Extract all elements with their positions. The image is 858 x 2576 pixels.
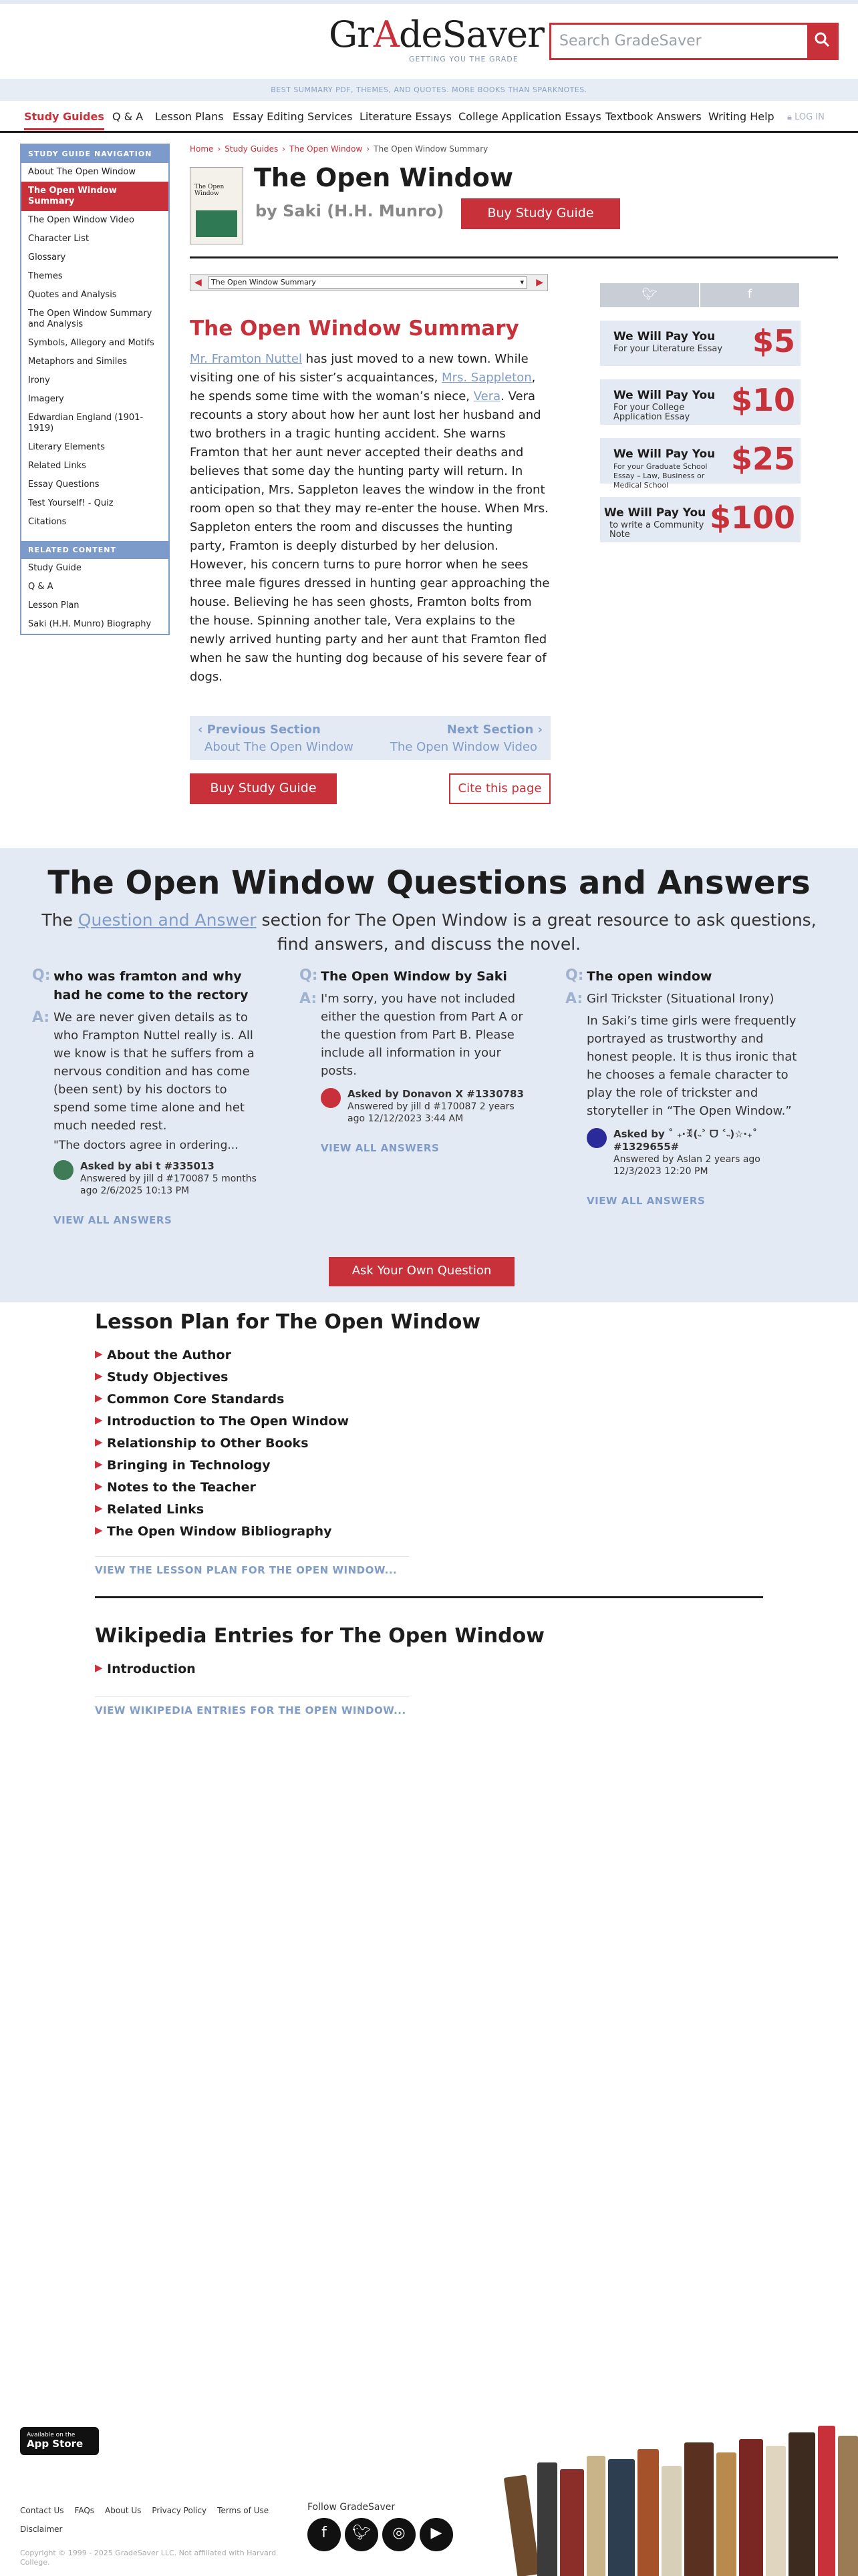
page-title: The Open Window	[254, 163, 513, 192]
sidebar-item[interactable]: Related Links	[28, 461, 86, 471]
gradesaver-logo[interactable]: GrAdeSaver	[329, 13, 544, 55]
question-card	[32, 967, 267, 1226]
sidebar-heading: STUDY GUIDE NAVIGATION	[21, 145, 168, 163]
main-nav	[0, 101, 858, 133]
sidebar-item-active[interactable]: The Open Window Summary	[21, 182, 168, 211]
answer-text-continued: In Saki’s time girls were frequently portrayed as trustworthy and honest people. It is thus ironic that he chooses a female character to play the role of trickster and storyteller in “The Open Window.”	[587, 1014, 797, 1118]
related-item[interactable]: Q & A	[28, 582, 53, 592]
avatar	[53, 1160, 74, 1180]
nav-essay-editing[interactable]: Essay Editing Services	[233, 110, 353, 123]
cite-page-button[interactable]: Cite this page	[449, 773, 551, 804]
answer-text: Girl Trickster (Situational Irony)	[587, 992, 774, 1006]
sidebar-item[interactable]: About The Open Window	[28, 167, 136, 177]
character-link-vera[interactable]: Vera	[473, 389, 501, 403]
ad-graduate-essay[interactable]: We Will Pay You For your Graduate School Essay – Law, Business or Medical School $25	[600, 438, 801, 484]
sidebar-item[interactable]: Character List	[28, 234, 90, 244]
footer-link[interactable]: Disclaimer	[20, 2525, 63, 2534]
footer-link[interactable]: About Us	[105, 2506, 142, 2515]
youtube-icon[interactable]: ▶	[420, 2518, 453, 2551]
facebook-icon[interactable]: f	[307, 2518, 341, 2551]
search-button[interactable]	[807, 25, 837, 58]
character-link-sappleton[interactable]: Mrs. Sappleton	[442, 371, 532, 385]
search-icon	[814, 31, 830, 47]
q-label: Q:	[32, 967, 51, 984]
a-label: A:	[32, 1009, 50, 1026]
footer-links	[20, 2506, 279, 2534]
section-divider	[95, 1596, 763, 1598]
ad-college-essay[interactable]: We Will Pay You For your College Application Essay $10	[600, 379, 801, 425]
lesson-item[interactable]: ▶ Related Links	[95, 1502, 204, 1517]
lesson-item[interactable]: ▶ About the Author	[95, 1348, 231, 1362]
section-navigation	[190, 716, 551, 760]
breadcrumb-current: The Open Window Summary	[374, 144, 488, 154]
nav-textbook-answers[interactable]: Textbook Answers	[605, 110, 702, 123]
instagram-icon[interactable]: ◎	[382, 2518, 416, 2551]
lesson-item[interactable]: ▶ Introduction to The Open Window	[95, 1414, 349, 1429]
footer-link[interactable]: FAQs	[74, 2506, 95, 2515]
footer-link[interactable]: Contact Us	[20, 2506, 64, 2515]
chevron-right-icon: ›	[366, 144, 370, 154]
nav-study-guides[interactable]: Study Guides	[24, 110, 104, 130]
sidebar-item[interactable]: Themes	[28, 271, 63, 281]
search-placeholder: Search GradeSaver	[559, 33, 702, 49]
ad-literature-essay[interactable]: We Will Pay You For your Literature Essay $5	[600, 321, 801, 366]
view-all-answers-link[interactable]: VIEW ALL ANSWERS	[53, 1214, 172, 1226]
chevron-down-icon: ▾	[520, 278, 524, 287]
triangle-right-icon: ▶	[95, 1458, 103, 1470]
study-guide-sidebar	[20, 144, 170, 635]
ask-question-button[interactable]: Ask Your Own Question	[329, 1257, 515, 1286]
asked-by: Asked by ˚ ₊‧ꉂ(˵˃ ᗜ ˂˵)☆‧₊˚ #1329655#	[613, 1128, 758, 1153]
next-arrow-icon[interactable]: ▶	[536, 277, 543, 288]
sidebar-item[interactable]: The Open Window Video	[28, 215, 134, 225]
cover-illustration	[196, 210, 237, 237]
lesson-item[interactable]: ▶ Study Objectives	[95, 1370, 229, 1385]
follow-label: Follow GradeSaver	[307, 2502, 396, 2513]
prev-arrow-icon[interactable]: ◀	[194, 277, 202, 288]
answer-text: We are never given details as to who Frampton Nuttel really is. All we know is that he suffers from a nervous condition and has come (been sent) by his doctors to spend some time alone and het much needed rest.	[53, 1010, 255, 1133]
title-divider	[190, 256, 838, 258]
answer-text: I'm sorry, you have not included either the question from Part A or the question from Part B. Please include all information in your posts.	[321, 992, 523, 1078]
related-item[interactable]: Saki (H.H. Munro) Biography	[28, 619, 152, 629]
view-wikipedia-link[interactable]: VIEW WIKIPEDIA ENTRIES FOR THE OPEN WINDOW...	[95, 1704, 406, 1716]
share-bar	[600, 283, 801, 307]
footer-link[interactable]: Privacy Policy	[152, 2506, 207, 2515]
triangle-right-icon: ▶	[95, 1370, 103, 1382]
previous-section-link[interactable]: ‹ Previous Section	[198, 723, 321, 737]
buy-study-guide-button[interactable]: Buy Study Guide	[461, 198, 620, 229]
sidebar-item[interactable]: Citations	[28, 517, 67, 527]
book-cover[interactable]	[190, 167, 243, 244]
question-card	[565, 967, 801, 1207]
related-item[interactable]: Lesson Plan	[28, 600, 80, 610]
view-lesson-plan-link[interactable]: VIEW THE LESSON PLAN FOR THE OPEN WINDOW...	[95, 1564, 398, 1576]
qa-section	[0, 848, 858, 1302]
sidebar-item[interactable]: Glossary	[28, 252, 66, 262]
site-footer	[0, 2418, 858, 2576]
related-heading: RELATED CONTENT	[21, 541, 168, 559]
lesson-item[interactable]: ▶ The Open Window Bibliography	[95, 1524, 332, 1539]
sidebar-item[interactable]: Literary Elements	[28, 442, 106, 452]
triangle-right-icon: ▶	[95, 1502, 103, 1514]
triangle-right-icon: ▶	[95, 1348, 103, 1360]
sidebar-item[interactable]: Symbols, Allegory and Motifs	[28, 338, 154, 348]
asked-by: Asked by abi t #335013	[80, 1160, 214, 1172]
triangle-right-icon: ▶	[95, 1414, 103, 1426]
summary-text: Mr. Framton Nuttel has just moved to a new town. While visiting one of his sister’s acquaintances, Mrs. Sappleton, he spends some time with the woman’s niece, Vera. Vera recounts a story about how her aunt lost her husband and two brothers in a tragic hunting accident. She warns Framton that her aunt never accepted their deaths and believes that some day the hunting party will return. In anticipation, Mrs. Sappleton leaves the window in the front room open so that they may re-enter the house. When Mrs. Sappleton enters the room and discusses the hunting party, Framton is deeply disturbed by her delusion. However, his concern turns to pure horror when he sees three male figures dressed in hunting gear approaching the house. Believing he has seen ghosts, Framton bolts from the house. Spinning another tale, Vera explains to the newly arrived hunting party and her aunt that Framton fled when he saw the hunting dog because of his severe fear of dogs.	[190, 352, 550, 684]
triangle-right-icon: ▶	[95, 1480, 103, 1492]
sidebar-item[interactable]: Edwardian England (1901-1919)	[28, 413, 144, 433]
tagline: GETTING YOU THE GRADE	[409, 55, 519, 63]
twitter-icon[interactable]: 🐦︎	[600, 283, 700, 307]
next-section-link[interactable]: Next Section ›	[446, 723, 543, 737]
asked-by: Asked by Donavon X #1330783	[347, 1088, 524, 1100]
nav-lesson-plans[interactable]: Lesson Plans	[155, 110, 224, 123]
answer-excerpt: "The doctors agree in ordering...	[53, 1139, 239, 1152]
section-dropdown[interactable]: The Open Window Summary ▾	[208, 277, 527, 289]
copyright: Copyright © 1999 - 2025 GradeSaver LLC. Not affiliated with Harvard College.	[20, 2549, 277, 2567]
site-header	[0, 4, 858, 73]
app-store-badge[interactable]: Available on the App Store	[20, 2427, 99, 2455]
triangle-right-icon: ▶	[95, 1392, 103, 1404]
buy-study-guide-button-bottom[interactable]: Buy Study Guide	[190, 773, 337, 804]
lock-icon: 🔒︎	[787, 112, 795, 122]
search-input[interactable]	[549, 23, 839, 60]
qa-heading: The Open Window Questions and Answers	[47, 864, 811, 902]
section-selector	[190, 274, 548, 291]
triangle-right-icon: ▶	[95, 1436, 103, 1448]
qa-intro: The Question and Answer section for The Open Window is a great resource to ask questions, find answers, and discuss the novel.	[41, 910, 817, 954]
question-title[interactable]: The open window	[587, 969, 712, 984]
sidebar-item[interactable]: Irony	[28, 375, 50, 385]
ads-column	[600, 283, 801, 542]
q-label: Q:	[299, 967, 318, 984]
divider	[95, 1696, 409, 1697]
question-meta	[587, 1128, 801, 1177]
breadcrumb-study-guides[interactable]: Study Guides	[225, 144, 279, 154]
sidebar-item[interactable]: Quotes and Analysis	[28, 290, 117, 300]
a-label: A:	[299, 990, 317, 1007]
chevron-right-icon: ›	[282, 144, 286, 154]
question-meta	[321, 1088, 535, 1125]
sidebar-item[interactable]: The Open Window Summary and Analysis	[28, 309, 152, 329]
sidebar-item[interactable]: Imagery	[28, 394, 64, 404]
view-all-answers-link[interactable]: VIEW ALL ANSWERS	[587, 1195, 706, 1207]
login-link[interactable]: 🔒︎ LOG IN	[787, 112, 825, 122]
wikipedia-heading: Wikipedia Entries for The Open Window	[95, 1624, 545, 1648]
nav-college-essays[interactable]: College Application Essays	[458, 110, 601, 123]
lesson-plan-list	[95, 1348, 496, 1546]
wikipedia-list	[95, 1662, 496, 1684]
question-title[interactable]: who was framton and why had he come to the rectory	[53, 969, 249, 1002]
lesson-item[interactable]: ▶ Common Core Standards	[95, 1392, 285, 1407]
books-illustration	[484, 2418, 858, 2576]
sidebar-item[interactable]: Metaphors and Similes	[28, 357, 128, 367]
nav-writing-help[interactable]: Writing Help	[708, 110, 774, 123]
q-label: Q:	[565, 967, 584, 984]
breadcrumb-home[interactable]: Home	[190, 144, 214, 154]
character-link-framton[interactable]: Mr. Framton Nuttel	[190, 352, 302, 366]
avatar	[321, 1088, 341, 1108]
ad-community-note[interactable]: We Will Pay You to write a Community Note $100	[600, 497, 801, 542]
question-title[interactable]: The Open Window by Saki	[321, 969, 507, 984]
nav-qa[interactable]: Q & A	[112, 110, 144, 123]
answered-by: Answered by Aslan 2 years ago 12/3/2023 12:20 PM	[613, 1154, 760, 1177]
next-section-title[interactable]: The Open Window Video	[390, 740, 537, 754]
facebook-icon[interactable]: f	[700, 283, 801, 307]
previous-section-title[interactable]: About The Open Window	[204, 740, 353, 754]
lesson-plan-heading: Lesson Plan for The Open Window	[95, 1310, 481, 1334]
answered-by: Answered by jill d #170087 2 years ago 12/12/2023 3:44 AM	[347, 1101, 515, 1124]
breadcrumb	[190, 144, 488, 154]
avatar	[587, 1128, 607, 1148]
divider	[95, 1556, 409, 1557]
sidebar-item[interactable]: Essay Questions	[28, 480, 100, 490]
wiki-item[interactable]: ▶ Introduction	[95, 1662, 196, 1676]
lesson-item[interactable]: ▶ Bringing in Technology	[95, 1458, 271, 1473]
a-label: A:	[565, 990, 583, 1007]
lesson-item[interactable]: ▶ Relationship to Other Books	[95, 1436, 309, 1451]
lesson-item[interactable]: ▶ Notes to the Teacher	[95, 1480, 256, 1495]
nav-literature-essays[interactable]: Literature Essays	[360, 110, 452, 123]
chevron-right-icon: ›	[217, 144, 221, 154]
triangle-right-icon: ▶	[95, 1662, 103, 1674]
view-all-answers-link[interactable]: VIEW ALL ANSWERS	[321, 1142, 440, 1154]
twitter-icon[interactable]: 🐦︎	[345, 2518, 378, 2551]
triangle-right-icon: ▶	[95, 1524, 103, 1536]
answered-by: Answered by jill d #170087 5 months ago 2/6/2025 10:13 PM	[80, 1173, 257, 1196]
book-author: by Saki (H.H. Munro)	[255, 202, 444, 220]
footer-link[interactable]: Terms of Use	[217, 2506, 269, 2515]
sidebar-item[interactable]: Test Yourself! - Quiz	[28, 498, 114, 508]
summary-heading: The Open Window Summary	[190, 317, 519, 341]
promo-banner[interactable]: BEST SUMMARY PDF, THEMES, AND QUOTES. MORE BOOKS THAN SPARKNOTES.	[0, 79, 858, 101]
question-card	[299, 967, 535, 1154]
question-meta	[53, 1160, 267, 1197]
book-cover-title: The Open Window	[194, 184, 225, 197]
related-item[interactable]: Study Guide	[28, 563, 82, 573]
qa-link[interactable]: Question and Answer	[78, 910, 257, 930]
breadcrumb-book[interactable]: The Open Window	[289, 144, 363, 154]
